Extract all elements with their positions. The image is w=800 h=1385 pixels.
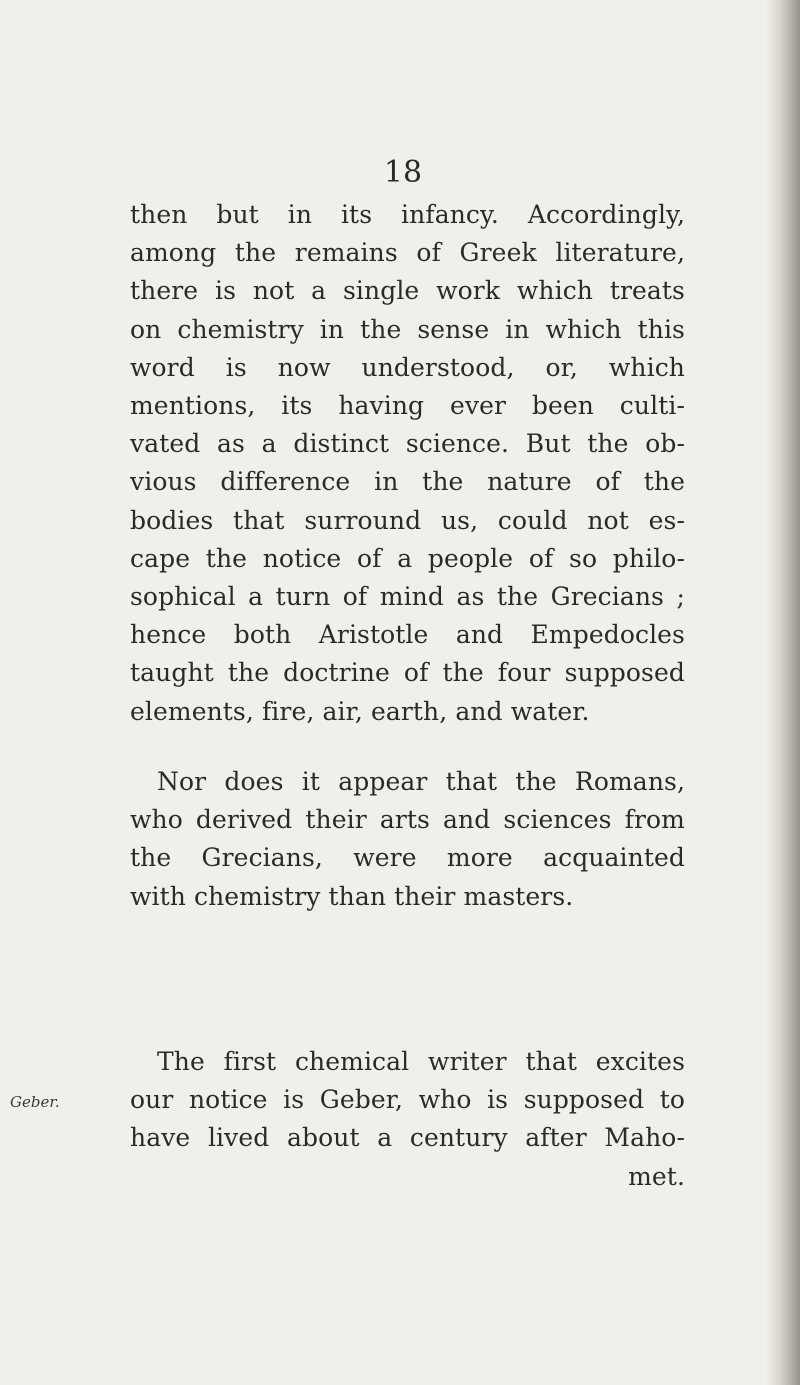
text-line: word is now understood, or, which [130,352,685,382]
text-line: then but in its infancy. Accordingly, [130,200,685,229]
text-line: mentions, its having ever been culti- [130,391,685,421]
marginal-note: Geber. [10,1093,60,1111]
text-line: sophical a turn of mind as the Grecians ; [130,582,685,612]
text-line: there is not a single work which treats [130,276,685,306]
text-line: The first chemical writer that excites [157,1047,685,1076]
text-line: the Grecians, were more acquainted [130,843,685,873]
text-line: our notice is Geber, who is supposed to [130,1085,685,1115]
page-edge-shadow [766,0,800,1385]
text-line: on chemistry in the sense in which this [130,314,685,344]
text-line: with chemistry than their masters. [130,881,574,911]
text-line: vated as a distinct science. But the ob- [130,429,685,459]
text-line: among the remains of Greek literature, [130,238,685,268]
text-line: Nor does it appear that the Romans, [157,767,685,796]
page-number: 18 [383,155,423,190]
text-line: hence both Aristotle and Empedocles [130,620,685,650]
text-line: who derived their arts and sciences from [130,805,685,835]
text-line: vious difference in the nature of the [130,467,685,497]
text-line: elements, fire, air, earth, and water. [130,696,590,726]
text-line: have lived about a century after Maho- [130,1123,685,1153]
paragraph-3 [130,1043,685,1196]
text-line: bodies that surround us, could not es- [130,505,685,535]
text-line: met. [628,1161,685,1191]
paragraph-1 [130,196,685,731]
paragraph-2 [130,763,685,916]
text-line: taught the doctrine of the four supposed [130,658,685,688]
text-line: cape the notice of a people of so philo- [130,543,685,573]
